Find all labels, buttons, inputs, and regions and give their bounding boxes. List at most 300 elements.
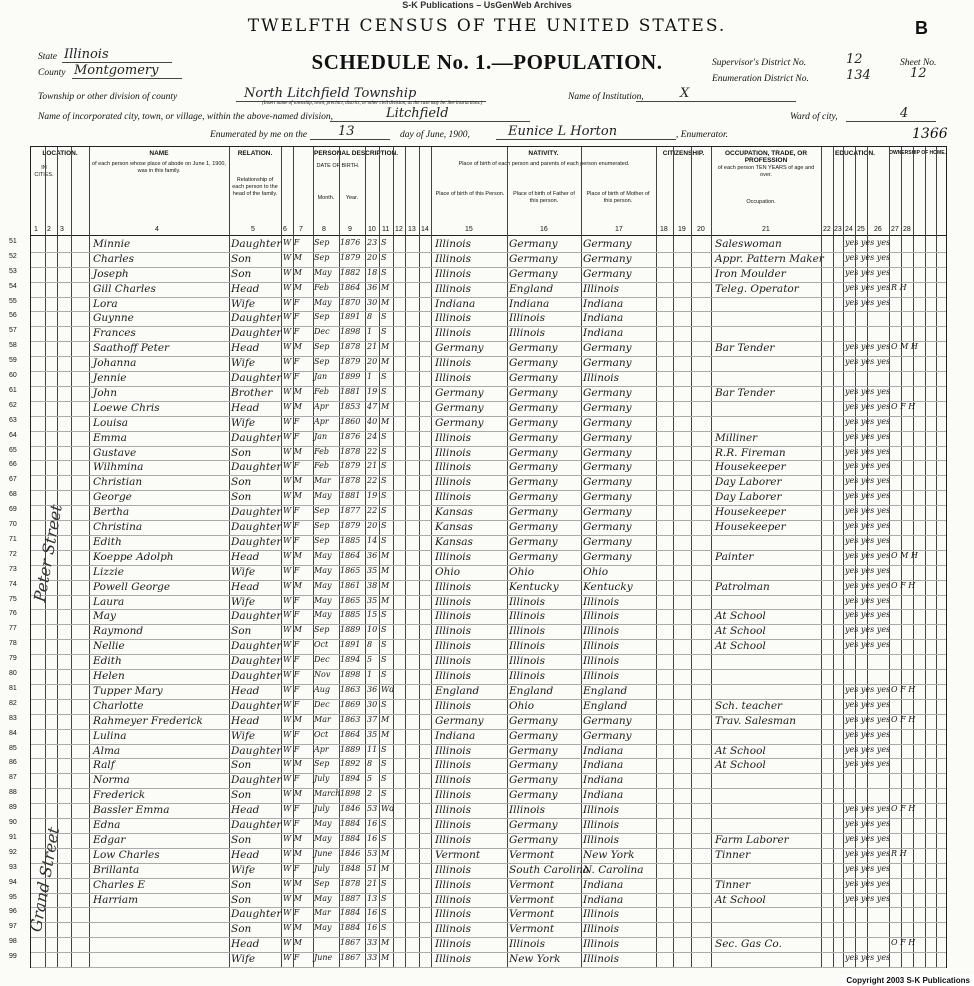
cell-father-birthplace: Illinois <box>509 595 546 608</box>
cell-occupation: Housekeeper <box>715 521 786 534</box>
cell-birth-month: Mar <box>314 908 331 918</box>
cell-father-birthplace: Germany <box>509 372 558 385</box>
column-divider <box>821 147 822 967</box>
cell-education <box>845 923 889 937</box>
cell-mother-birthplace: Illinois <box>583 908 620 921</box>
cell-relation: Head <box>231 342 260 355</box>
cell-marital: S <box>381 372 387 382</box>
column-number: 22 <box>823 226 831 233</box>
cell-color-sex: W F <box>283 357 300 367</box>
cell-father-birthplace: Germany <box>509 431 558 444</box>
cell-birthplace: Illinois <box>435 953 472 966</box>
cell-occupation <box>715 819 819 833</box>
cell-ownership <box>891 312 946 326</box>
cell-marital: S <box>381 759 387 769</box>
street-annotation-peter: Peter Street <box>30 502 66 604</box>
cell-color-sex: W M <box>283 833 302 843</box>
cell-birth-month: Oct <box>314 729 329 739</box>
cell-father-birthplace: Germany <box>509 252 558 265</box>
group-personal: PERSONAL DESCRIPTION. <box>313 150 399 157</box>
cell-marital: S <box>381 670 387 680</box>
column-divider <box>419 147 420 967</box>
cell-birthplace: Germany <box>435 342 484 355</box>
cell-birth-month: March <box>314 789 341 799</box>
county-value: Montgomery <box>74 63 159 78</box>
cell-birthplace: Illinois <box>435 491 472 504</box>
cell-relation: Wife <box>231 565 256 578</box>
cell-name: Gill Charles <box>93 282 156 295</box>
cell-relation: Head <box>231 282 260 295</box>
cell-marital: M <box>381 416 390 426</box>
cell-education: yes yes yes <box>845 431 891 441</box>
cell-ownership <box>891 253 946 267</box>
cell-marital: M <box>381 595 390 605</box>
cell-occupation <box>715 655 819 669</box>
cell-birth-month: May <box>314 923 332 933</box>
cell-mother-birthplace: England <box>583 684 628 697</box>
cell-name <box>93 953 229 967</box>
cell-education: yes yes yes <box>845 759 891 769</box>
row-number: 75 <box>9 595 17 603</box>
cell-ownership <box>891 372 946 386</box>
cell-color-sex: W F <box>283 521 300 531</box>
cell-birthplace: England <box>435 684 480 697</box>
cell-father-birthplace: Germany <box>509 357 558 370</box>
cell-birth-month: May <box>314 267 332 277</box>
cell-occupation: Housekeeper <box>715 506 786 519</box>
cell-relation: Wife <box>231 357 256 370</box>
cell-education: yes yes yes <box>845 580 891 590</box>
cell-birthplace: Illinois <box>435 461 472 474</box>
cell-mother-birthplace: Illinois <box>583 833 620 846</box>
enumerated-day: 13 <box>338 124 355 139</box>
cell-birthplace: Illinois <box>435 357 472 370</box>
cell-mother-birthplace: Germany <box>583 238 632 250</box>
cell-birth-year: 1846 <box>340 848 361 858</box>
cell-education: yes yes yes <box>845 744 891 754</box>
supervisor-value: 12 <box>846 52 863 67</box>
cell-mother-birthplace: Germany <box>583 416 632 429</box>
cell-birthplace: Germany <box>435 386 484 399</box>
cell-age: 40 <box>367 416 378 426</box>
column-number: 18 <box>660 226 668 233</box>
cell-birthplace: Illinois <box>435 804 472 817</box>
cell-birth-year: 1898 <box>340 327 361 337</box>
cell-name: Guynne <box>93 312 134 325</box>
cell-relation: Daughter <box>231 521 282 534</box>
cell-father-birthplace: Germany <box>509 521 558 534</box>
cell-birthplace: Vermont <box>435 848 481 861</box>
row-number: 94 <box>9 878 17 886</box>
cell-marital: S <box>381 833 387 843</box>
cell-marital: S <box>381 267 387 277</box>
cell-mother-birthplace: England <box>583 699 628 712</box>
cell-occupation: Painter <box>715 550 754 563</box>
cell-marital: S <box>381 699 387 709</box>
sub-birth-person: Place of birth of this Person. <box>435 191 505 197</box>
cell-color-sex: W M <box>283 386 302 396</box>
corner-letter: B <box>915 18 928 38</box>
group-ownership: OWNERSHIP OF HOME. <box>889 150 946 156</box>
cell-age: 10 <box>367 625 378 635</box>
cell-birth-month: Dec <box>314 327 330 337</box>
cell-birth-month: Sep <box>314 625 330 635</box>
cell-education <box>845 670 889 684</box>
cell-education: yes yes yes <box>845 863 891 873</box>
row-number: 81 <box>9 684 17 692</box>
cell-name: Lulina <box>93 729 127 742</box>
cell-father-birthplace: Germany <box>509 774 558 787</box>
cell-age: 15 <box>367 610 378 620</box>
cell-name: Bertha <box>93 506 130 519</box>
cell-birth-month: Feb <box>314 461 329 471</box>
cell-father-birthplace: Illinois <box>509 610 546 623</box>
cell-father-birthplace: Germany <box>509 550 558 563</box>
cell-education <box>845 312 889 326</box>
cell-father-birthplace: New York <box>509 953 561 966</box>
cell-birth-month: May <box>314 893 332 903</box>
cell-age: 35 <box>367 729 378 739</box>
row-number: 87 <box>9 774 17 782</box>
cell-birth-year: 1861 <box>340 580 361 590</box>
cell-relation: Son <box>231 878 252 891</box>
cell-birth-year: 1881 <box>340 386 361 396</box>
cell-education: yes yes yes <box>845 342 891 352</box>
row-number: 52 <box>9 252 17 260</box>
institution-value: X <box>680 86 690 101</box>
cell-occupation: At School <box>715 625 766 638</box>
cell-birth-year: 1864 <box>340 282 361 292</box>
cell-birth-year: 1878 <box>340 476 361 486</box>
cell-ownership: O F H <box>891 804 916 814</box>
cell-ownership <box>891 670 946 684</box>
cell-relation: Daughter <box>231 699 282 712</box>
cell-marital: Wd <box>381 684 395 694</box>
cell-ownership <box>891 834 946 848</box>
cell-mother-birthplace: Illinois <box>583 595 620 608</box>
cell-mother-birthplace: Indiana <box>583 744 624 757</box>
cell-birthplace: Illinois <box>435 372 472 385</box>
cell-age: 16 <box>367 833 378 843</box>
cell-age: 30 <box>367 699 378 709</box>
sub-birth-mother: Place of birth of Mother of this person. <box>586 191 650 204</box>
cell-color-sex: W F <box>283 863 300 873</box>
cell-education: yes yes yes <box>845 386 891 396</box>
cell-color-sex: W M <box>283 759 302 769</box>
cell-age: 16 <box>367 819 378 829</box>
cell-marital: S <box>381 506 387 516</box>
cell-age: 47 <box>367 401 378 411</box>
column-number: 5 <box>251 226 255 233</box>
cell-ownership <box>891 759 946 773</box>
cell-occupation <box>715 566 819 580</box>
cell-ownership <box>891 655 946 669</box>
column-divider <box>379 147 380 967</box>
cell-ownership <box>891 700 946 714</box>
cell-occupation <box>715 730 819 744</box>
column-number: 15 <box>465 226 473 233</box>
cell-education: yes yes yes <box>845 953 891 963</box>
cell-father-birthplace: Germany <box>509 267 558 280</box>
cell-birth-year: 1869 <box>340 699 361 709</box>
cell-relation: Son <box>231 491 252 504</box>
cell-marital: S <box>381 491 387 501</box>
cell-mother-birthplace: Germany <box>583 550 632 563</box>
cell-birth-year: 1876 <box>340 238 361 247</box>
cell-father-birthplace: Illinois <box>509 327 546 340</box>
cell-color-sex: W F <box>283 610 300 620</box>
cell-color-sex: W F <box>283 699 300 709</box>
cell-mother-birthplace: Indiana <box>583 878 624 891</box>
column-number: 26 <box>874 226 882 233</box>
cell-color-sex: W M <box>283 252 302 262</box>
cell-ownership <box>891 327 946 341</box>
cell-color-sex: W F <box>283 774 300 784</box>
column-divider <box>405 147 406 967</box>
cell-occupation: Saleswoman <box>715 238 782 250</box>
column-number: 19 <box>678 226 686 233</box>
cell-marital: S <box>381 446 387 456</box>
cell-birth-month: May <box>314 610 332 620</box>
cell-marital: S <box>381 238 387 247</box>
cell-marital: M <box>381 357 390 367</box>
cell-father-birthplace: Vermont <box>509 908 555 921</box>
cell-ownership <box>891 789 946 803</box>
cell-occupation: Tinner <box>715 848 751 861</box>
township-note: (Insert name of township, town, precinct, district, or other civil division, as the case may be. See instructions.) <box>262 101 483 106</box>
cell-marital: S <box>381 774 387 784</box>
cell-birth-month: Sep <box>314 252 330 262</box>
cell-father-birthplace: Germany <box>509 401 558 414</box>
cell-relation: Wife <box>231 863 256 876</box>
cell-color-sex: W M <box>283 267 302 277</box>
row-number: 79 <box>9 655 17 663</box>
cell-father-birthplace: South Carolina <box>509 863 589 876</box>
cell-mother-birthplace: N. Carolina <box>583 863 644 876</box>
cell-mother-birthplace: Kentucky <box>583 580 633 593</box>
cell-age: 23 <box>367 238 378 247</box>
cell-color-sex: W M <box>283 848 302 858</box>
enumeration-value: 134 <box>846 68 871 83</box>
cell-mother-birthplace: Illinois <box>583 640 620 653</box>
cell-ownership <box>891 640 946 654</box>
cell-birthplace: Germany <box>435 401 484 414</box>
cell-birth-year: 1887 <box>340 893 361 903</box>
row-number: 98 <box>9 938 17 946</box>
cell-color-sex: W F <box>283 595 300 605</box>
cell-ownership <box>891 819 946 833</box>
column-divider <box>281 147 282 967</box>
cell-birth-year: 1879 <box>340 461 361 471</box>
cell-birth-year: 1860 <box>340 416 361 426</box>
cell-education: yes yes yes <box>845 804 891 814</box>
row-divider <box>31 967 946 968</box>
cell-education: yes yes yes <box>845 521 891 531</box>
cell-name: Brillanta <box>93 863 140 876</box>
cell-color-sex: W F <box>283 744 300 754</box>
cell-education: yes yes yes <box>845 297 891 307</box>
cell-birthplace: Indiana <box>435 297 476 310</box>
cell-name: Joseph <box>93 267 129 280</box>
cell-color-sex: W F <box>283 655 300 665</box>
cell-name: Loewe Chris <box>93 401 160 414</box>
cell-birth-year: 1865 <box>340 565 361 575</box>
city-underline <box>330 121 530 122</box>
cell-relation: Daughter <box>231 610 282 623</box>
cell-birthplace: Illinois <box>435 744 472 757</box>
cell-father-birthplace: Vermont <box>509 923 555 936</box>
cell-occupation: Tinner <box>715 878 751 891</box>
cell-name: May <box>93 610 116 623</box>
row-number: 68 <box>9 491 17 499</box>
cell-birth-month: Feb <box>314 282 329 292</box>
cell-occupation: At School <box>715 640 766 653</box>
cell-ownership <box>891 417 946 431</box>
cell-birthplace: Illinois <box>435 640 472 653</box>
row-number: 74 <box>9 580 17 588</box>
column-number: 2 <box>47 226 51 233</box>
cell-occupation <box>715 536 819 550</box>
cell-age: 5 <box>367 774 373 784</box>
row-number: 77 <box>9 625 17 633</box>
cell-education: yes yes yes <box>845 565 891 575</box>
cell-color-sex: W F <box>283 238 300 247</box>
row-number: 84 <box>9 729 17 737</box>
cell-ownership <box>891 476 946 490</box>
cell-marital: S <box>381 893 387 903</box>
cell-father-birthplace: Indiana <box>509 297 550 310</box>
cell-mother-birthplace: Germany <box>583 357 632 370</box>
cell-education <box>845 774 889 788</box>
cell-name: Harriam <box>93 893 139 906</box>
cell-father-birthplace: Germany <box>509 491 558 504</box>
cell-name: Low Charles <box>93 848 160 861</box>
cell-education: yes yes yes <box>845 550 891 560</box>
cell-name: Johanna <box>93 357 137 370</box>
cell-father-birthplace: Illinois <box>509 655 546 668</box>
cell-occupation <box>715 864 819 878</box>
copyright-notice: Copyright 2003 S-K Publications <box>842 975 974 986</box>
cell-occupation <box>715 789 819 803</box>
column-divider <box>431 147 432 967</box>
cell-birth-year: 1878 <box>340 342 361 352</box>
cell-birthplace: Illinois <box>435 282 472 295</box>
cell-education: yes yes yes <box>845 729 891 739</box>
cell-occupation: Trav. Salesman <box>715 714 797 727</box>
cell-age: 2 <box>367 789 373 799</box>
cell-marital: S <box>381 744 387 754</box>
cell-relation: Son <box>231 789 252 802</box>
cell-father-birthplace: Germany <box>509 461 558 474</box>
cell-age: 33 <box>367 938 378 948</box>
cell-birth-year: 1867 <box>340 938 361 948</box>
cell-mother-birthplace: Illinois <box>583 610 620 623</box>
row-number: 70 <box>9 521 17 529</box>
cell-age: 20 <box>367 357 378 367</box>
cell-birth-year: 1867 <box>340 953 361 963</box>
cell-birthplace: Ohio <box>435 565 461 578</box>
cell-birth-year: 1899 <box>340 372 361 382</box>
cell-relation: Daughter <box>231 640 282 653</box>
cell-occupation: Sch. teacher <box>715 699 783 712</box>
cell-age: 20 <box>367 252 378 262</box>
cell-education <box>845 327 889 341</box>
cell-occupation: R.R. Fireman <box>715 446 786 459</box>
cell-birth-year: 1846 <box>340 804 361 814</box>
cell-occupation: At School <box>715 893 766 906</box>
cell-birth-month: Sep <box>314 521 330 531</box>
row-number: 57 <box>9 327 17 335</box>
cell-birthplace: Illinois <box>435 819 472 832</box>
row-number: 66 <box>9 461 17 469</box>
cell-ownership <box>891 879 946 893</box>
cell-ownership <box>891 461 946 475</box>
cell-mother-birthplace: Indiana <box>583 327 624 340</box>
cell-birth-month: June <box>314 848 333 858</box>
column-divider <box>229 147 230 967</box>
cell-birthplace: Illinois <box>435 431 472 444</box>
cell-education: yes yes yes <box>845 476 891 486</box>
cell-birthplace: Illinois <box>435 610 472 623</box>
cell-father-birthplace: Illinois <box>509 670 546 683</box>
cell-name: Charles E <box>93 878 146 891</box>
row-number: 91 <box>9 833 17 841</box>
cell-age: 37 <box>367 714 378 724</box>
cell-color-sex: W M <box>283 580 302 590</box>
cell-marital: S <box>381 640 387 650</box>
cell-occupation: Bar Tender <box>715 386 775 399</box>
cell-mother-birthplace: Illinois <box>583 953 620 966</box>
group-location: LOCATION. <box>42 150 78 157</box>
column-number: 4 <box>155 226 159 233</box>
cell-birth-month: Oct <box>314 640 329 650</box>
cell-education: yes yes yes <box>845 238 891 247</box>
cell-color-sex: W F <box>283 297 300 307</box>
group-citizenship: CITIZENSHIP. <box>662 150 705 157</box>
cell-name: Ralf <box>93 759 115 772</box>
cell-occupation: Day Laborer <box>715 491 782 504</box>
cell-birth-year: 1878 <box>340 446 361 456</box>
cell-birth-month: Sep <box>314 878 330 888</box>
cell-mother-birthplace: Germany <box>583 491 632 504</box>
cell-color-sex: W M <box>283 446 302 456</box>
cell-father-birthplace: Germany <box>509 729 558 742</box>
cell-occupation <box>715 402 819 416</box>
cell-birth-month: May <box>314 297 332 307</box>
cell-education: yes yes yes <box>845 640 891 650</box>
cell-relation: Son <box>231 923 252 936</box>
cell-birthplace: Kansas <box>435 535 473 548</box>
cell-mother-birthplace: New York <box>583 848 635 861</box>
cell-occupation: Sec. Gas Co. <box>715 938 782 951</box>
cell-father-birthplace: Germany <box>509 476 558 489</box>
cell-mother-birthplace: Illinois <box>583 819 620 832</box>
cell-relation: Head <box>231 804 260 817</box>
cell-birth-month: Feb <box>314 386 329 396</box>
cell-relation: Daughter <box>231 535 282 548</box>
cell-marital: S <box>381 312 387 322</box>
cell-education: yes yes yes <box>845 446 891 456</box>
cell-color-sex: W F <box>283 819 300 829</box>
row-number: 89 <box>9 804 17 812</box>
column-number: 23 <box>834 226 842 233</box>
cell-mother-birthplace: Indiana <box>583 893 624 906</box>
cell-father-birthplace: Germany <box>509 506 558 519</box>
cell-occupation: Bar Tender <box>715 342 775 355</box>
cell-age: 19 <box>367 386 378 396</box>
row-number: 65 <box>9 446 17 454</box>
cell-age: 16 <box>367 923 378 933</box>
